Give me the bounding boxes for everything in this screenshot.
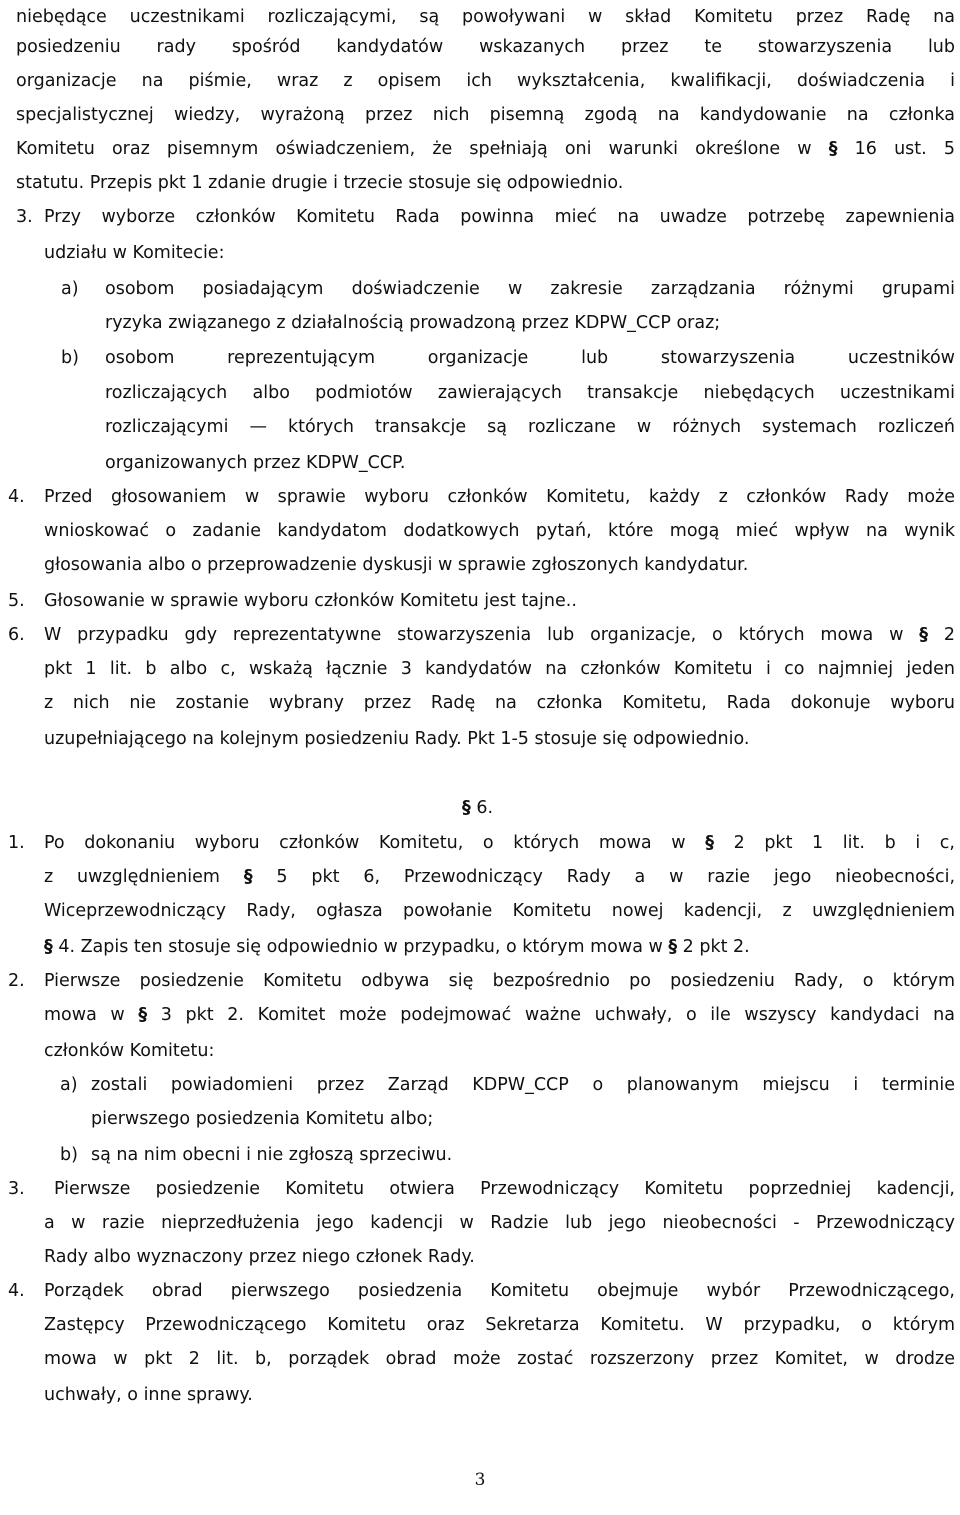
section-sign: § [138, 1005, 148, 1025]
section-sign: § [243, 867, 253, 887]
text-segment: 2 [928, 625, 955, 645]
text-line: Porządek obrad pierwszego posiedzenia Komitetu obejmuje wybór Przewodniczącego, [44, 1281, 955, 1301]
section-sign: § [705, 833, 714, 853]
list-number: 1. [8, 833, 25, 853]
text-line: głosowania albo o przeprowadzenie dyskusji w sprawie zgłoszonych kandydatur. [44, 555, 749, 575]
text-line: Wiceprzewodniczący Rady, ogłasza powołanie Komitetu nowej kadencji, z uwzględnieniem [44, 901, 955, 921]
text-line: udziału w Komitecie: [44, 243, 225, 263]
text-line: posiedzeniu rady spośród kandydatów wskazanych przez te stowarzyszenia lub [16, 37, 955, 57]
text-line: mowa w pkt 2 lit. b, porządek obrad może zostać rozszerzony przez Komitet, w drodze [44, 1349, 955, 1369]
list-number: 3. [16, 207, 33, 227]
text-line: są na nim obecni i nie zgłoszą sprzeciwu. [91, 1145, 453, 1165]
list-letter: b) [61, 348, 79, 368]
text-line: specjalistycznej wiedzy, wyrażoną przez nich pisemną zgodą na kandydowanie na członka [16, 105, 955, 125]
list-number: 4. [8, 487, 25, 507]
text-line [16, 132, 955, 166]
text-line: organizacje na piśmie, wraz z opisem ich wykształcenia, kwalifikacji, doświadczenia i [16, 71, 955, 91]
section-sign: § [44, 937, 53, 957]
text-segment: mowa w [44, 1005, 139, 1025]
page-number: 3 [474, 1470, 486, 1490]
section-heading [462, 791, 493, 825]
text-line: Pierwsze posiedzenie Komitetu odbywa się bezpośrednio po posiedzeniu Rady, o którym [44, 971, 955, 991]
text-segment: 5 pkt 6, Przewodniczący Rady a w razie jego nieobecności, [252, 867, 956, 887]
list-letter: b) [60, 1145, 78, 1165]
text-line: Pierwsze posiedzenie Komitetu otwiera Przewodniczący Komitetu poprzedniej kadencji, [54, 1179, 955, 1199]
text-line: ryzyka związanego z działalnością prowadzoną przez KDPW_CCP oraz; [105, 313, 721, 333]
section-sign: § [919, 625, 928, 645]
text-line: Głosowanie w sprawie wyboru członków Komitetu jest tajne.. [44, 591, 577, 611]
list-number: 2. [8, 971, 25, 991]
text-line [44, 826, 955, 860]
section-sign: § [668, 937, 678, 957]
text-line: organizowanych przez KDPW_CCP. [105, 453, 406, 473]
text-line: z nich nie zostanie wybrany przez Radę na członka Komitetu, Rada dokonuje wyboru [44, 693, 955, 713]
list-number: 5. [8, 591, 25, 611]
text-segment: 6. [470, 798, 494, 818]
list-letter: a) [61, 279, 79, 299]
text-line: a w razie nieprzedłużenia jego kadencji w Radzie lub jego nieobecności - Przewodniczący [44, 1213, 955, 1233]
text-line: Przy wyborze członków Komitetu Rada powinna mieć na uwadze potrzebę zapewnienia [44, 207, 955, 227]
text-line [44, 998, 955, 1032]
text-line [44, 930, 750, 964]
text-segment: Komitetu oraz pisemnym oświadczeniem, że spełniają oni warunki określone w [16, 139, 829, 159]
text-segment: 16 ust. 5 [837, 139, 955, 159]
text-segment: 2 pkt 2. [677, 937, 750, 957]
text-line: niebędące uczestnikami rozliczającymi, są powoływani w skład Komitetu przez Radę na [16, 7, 955, 27]
text-line: rozliczającymi — których transakcje są rozliczane w różnych systemach rozliczeń [105, 417, 955, 437]
text-segment: W przypadku gdy reprezentatywne stowarzyszenia lub organizacje, o których mowa w [44, 625, 920, 645]
text-line: osobom reprezentującym organizacje lub stowarzyszenia uczestników [105, 348, 955, 368]
list-number: 4. [8, 1281, 25, 1301]
text-line: Przed głosowaniem w sprawie wyboru członków Komitetu, każdy z członków Rady może [44, 487, 955, 507]
text-line: Rady albo wyznaczony przez niego członek Rady. [44, 1247, 475, 1267]
text-line: statutu. Przepis pkt 1 zdanie drugie i trzecie stosuje się odpowiednio. [16, 173, 624, 193]
text-line: osobom posiadającym doświadczenie w zakresie zarządzania różnymi grupami [105, 279, 955, 299]
text-segment: 3 pkt 2. Komitet może podejmować ważne uchwały, o ile wszyscy kandydaci na [147, 1005, 955, 1025]
text-line: uchwały, o inne sprawy. [44, 1385, 253, 1405]
text-line: wnioskować o zadanie kandydatom dodatkowych pytań, które mogą mieć wpływ na wynik [44, 521, 955, 541]
text-segment: z uwzględnieniem [44, 867, 244, 887]
text-line: pkt 1 lit. b albo c, wskażą łącznie 3 kandydatów na członków Komitetu i co najmniej jeden [44, 659, 955, 679]
text-segment: 2 pkt 1 lit. b i c, [713, 833, 955, 853]
text-line: uzupełniającego na kolejnym posiedzeniu Rady. Pkt 1-5 stosuje się odpowiednio. [44, 729, 750, 749]
text-line: zostali powiadomieni przez Zarząd KDPW_CCP o planowanym miejscu i terminie [91, 1075, 955, 1095]
section-sign: § [828, 139, 838, 159]
list-letter: a) [60, 1075, 78, 1095]
text-segment: 4. Zapis ten stosuje się odpowiednio w przypadku, o którym mowa w [52, 937, 669, 957]
text-line [44, 618, 955, 652]
list-number: 3. [8, 1179, 25, 1199]
text-line [44, 860, 955, 894]
section-sign: § [462, 798, 471, 818]
list-number: 6. [8, 625, 25, 645]
text-segment: Po dokonaniu wyboru członków Komitetu, o których mowa w [44, 833, 706, 853]
text-line: rozliczających albo podmiotów zawierających transakcje niebędących uczestnikami [105, 383, 955, 403]
text-line: członków Komitetu: [44, 1041, 215, 1061]
text-line: pierwszego posiedzenia Komitetu albo; [91, 1109, 434, 1129]
text-line: Zastępcy Przewodniczącego Komitetu oraz Sekretarza Komitetu. W przypadku, o którym [44, 1315, 955, 1335]
